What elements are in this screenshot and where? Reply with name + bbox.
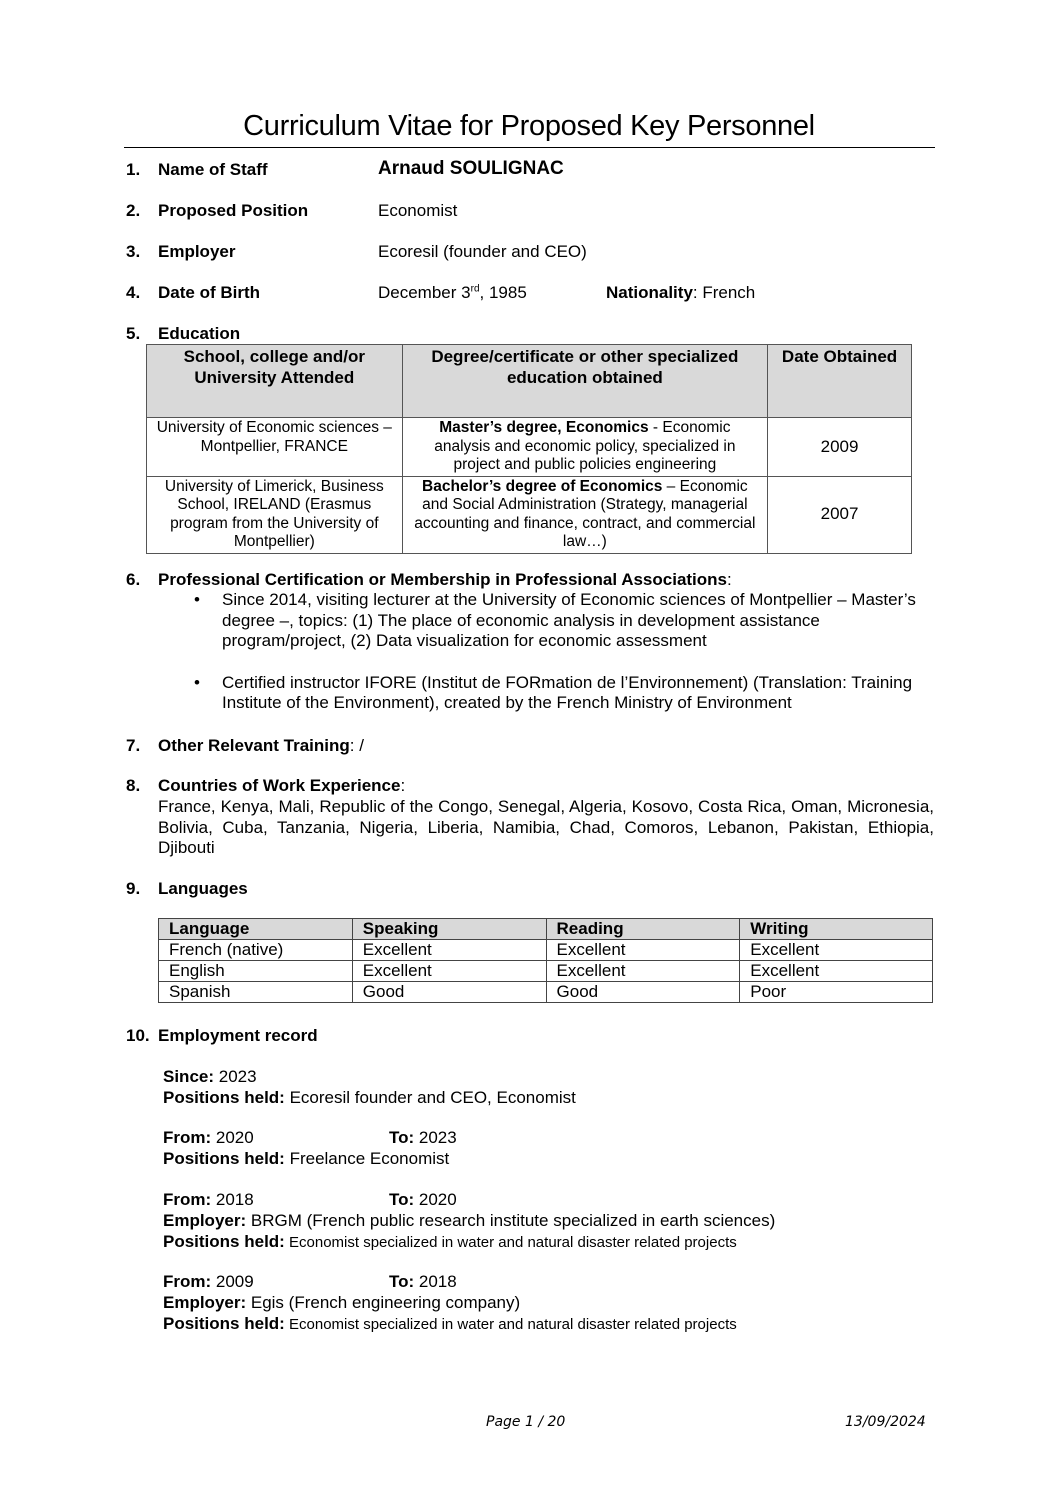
languages-table	[158, 918, 933, 1003]
title-divider	[124, 147, 935, 148]
list-item: • Since 2014, visiting lecturer at the University of Economic sciences of Montpellier – Master’s degree –, topics: (1) The place of economic analysis in development assistance program/project, (2) Data visualization for economic assessment	[194, 590, 916, 650]
education-header-row: School, college and/or University Attended Degree/certificate or other specialized education obtained Date Obtained	[147, 345, 912, 418]
table-row: Spanish Good Good Poor	[159, 982, 933, 1003]
table-row: University of Economic sciences – Montpellier, FRANCE Master’s degree, Economics - Economic analysis and economic policy, specialized in project and public policies engineering 2009	[147, 418, 912, 477]
staff-name: Arnaud SOULIGNAC	[378, 158, 564, 179]
bullet-icon: •	[194, 672, 200, 692]
section-certification-heading: 6. Professional Certification or Membership in Professional Associations:	[126, 570, 732, 589]
nationality: Nationality: French	[606, 283, 756, 302]
page-title: Curriculum Vitae for Proposed Key Personnel	[243, 110, 815, 142]
section-training-heading: 7. Other Relevant Training: /	[126, 736, 364, 755]
employment-entry: From: 2009 To: 2018 Employer: Egis (French engineering company) Positions held: Economist specialized in water and natural disaster related projects	[163, 1272, 737, 1333]
countries-list: France, Kenya, Mali, Republic of the Congo, Senegal, Algeria, Kosovo, Costa Rica, Oman, Micronesia, Bolivia, Cuba, Tanzania, Nigeria, Liberia, Namibia, Chad, Comoros, Lebanon, Pakistan, Ethiopia, Djibouti	[158, 797, 934, 857]
bullet-icon: •	[194, 590, 200, 609]
section-education-heading: 5. Education	[126, 324, 241, 343]
languages-header-row: Language Speaking Reading Writing	[159, 919, 933, 940]
list-item: • Certified instructor IFORE (Institut de FORmation de l’Environnement) (Translation: Training Institute of the Environment), created by the French Ministry of Environment	[194, 672, 913, 712]
page-number: Page 1 / 20	[486, 1414, 566, 1430]
section-countries-heading: 8. Countries of Work Experience:	[126, 776, 406, 795]
employment-entry: From: 2018 To: 2020 Employer: BRGM (French public research institute specialized in earth sciences) Positions held: Economist specialized in water and natural disaster related projects	[163, 1190, 776, 1251]
footer-date: 13/09/2024	[845, 1414, 926, 1430]
table-row: University of Limerick, Business School, IRELAND (Erasmus program from the University of Montpellier) Bachelor’s degree of Economics – Economic and Social Administration (Strategy, managerial accounting and finance, contract, and commercial law…) 2007	[147, 476, 912, 553]
employment-entry: Since: 2023 Positions held: Ecoresil founder and CEO, Economist	[163, 1067, 576, 1107]
date-of-birth-value: December 3rd, 1985	[378, 283, 527, 302]
education-table	[146, 344, 912, 554]
table-row: French (native) Excellent Excellent Excellent	[159, 940, 933, 961]
section-employment-heading: 10. Employment record	[126, 1026, 318, 1045]
section-languages-heading: 9. Languages	[126, 879, 248, 898]
certification-list	[194, 590, 934, 735]
table-row: English Excellent Excellent Excellent	[159, 961, 933, 982]
employment-entry: From: 2020 To: 2023 Positions held: Freelance Economist	[163, 1128, 457, 1168]
